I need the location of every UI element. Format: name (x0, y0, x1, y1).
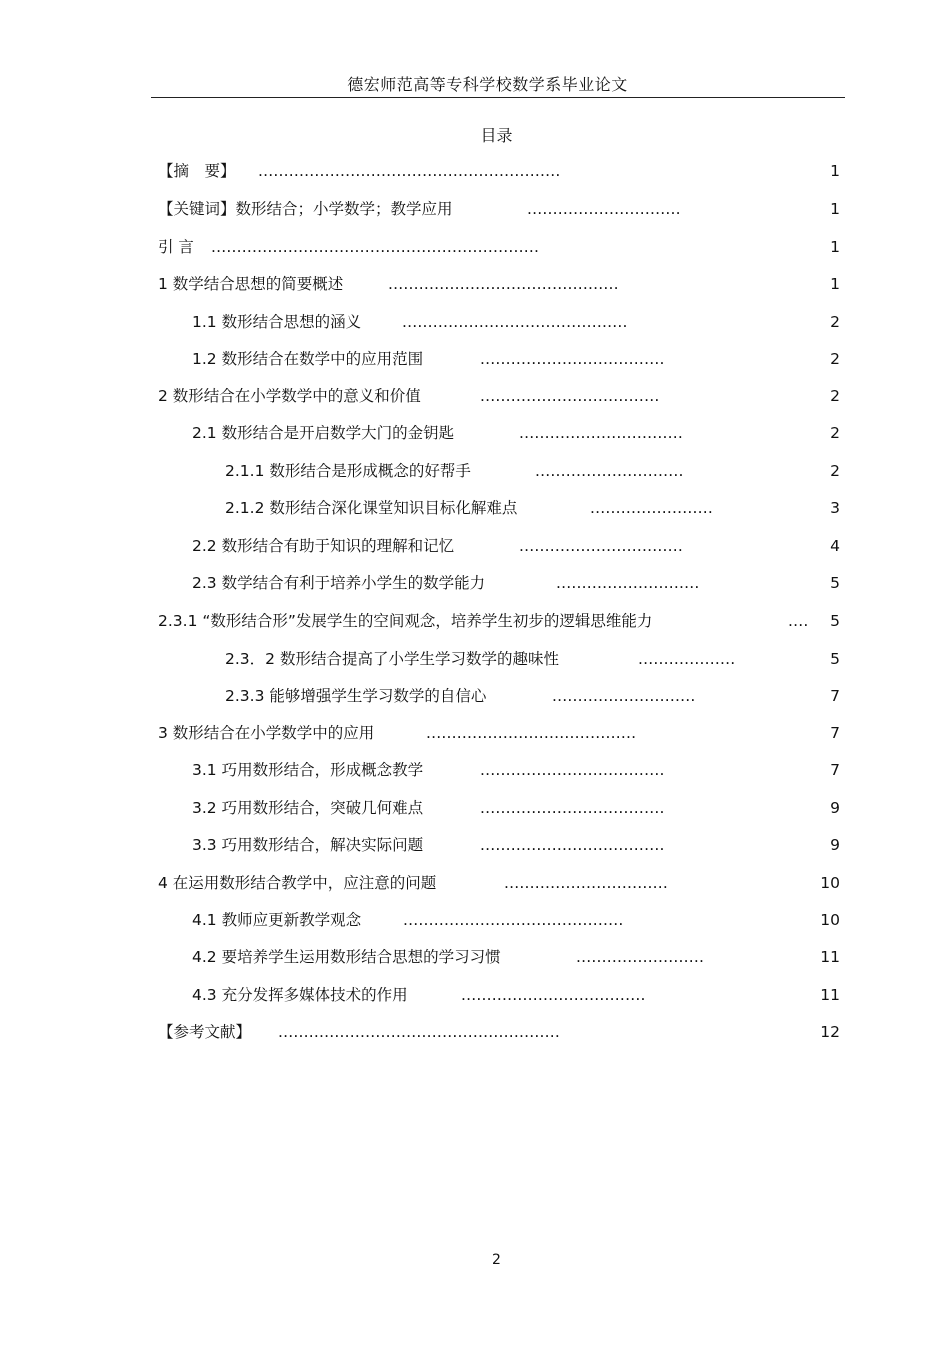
toc-leader-dots: ......................................... (426, 724, 637, 742)
toc-leader-dots: .................................... (480, 836, 665, 854)
toc-entry-label: 2.3．2 数形结合提高了小学生学习数学的趣味性 (225, 650, 559, 668)
toc-leader-dots: ................................ (504, 874, 669, 892)
toc-entry-page: 5 (830, 650, 840, 668)
toc-entry-label: 2 数形结合在小学数学中的意义和价值 (158, 387, 421, 405)
toc-leader-dots: ............................................ (402, 313, 628, 331)
toc-entry-label: 2.1.1 数形结合是形成概念的好帮手 (225, 462, 471, 480)
toc-entry-page: 1 (830, 162, 840, 180)
toc-entry-page: 7 (830, 724, 840, 742)
toc-entry-label: 3.3 巧用数形结合，解决实际问题 (192, 836, 424, 854)
running-header-title: 德宏师范高等专科学校数学系毕业论文 (347, 75, 628, 94)
toc-leader-dots: ............................ (556, 574, 700, 592)
toc-entry-page: 1 (830, 200, 840, 218)
toc-entry-label: 2.3.3 能够增强学生学习数学的自信心 (225, 687, 487, 705)
toc-entry-label: 3 数形结合在小学数学中的应用 (158, 724, 375, 742)
toc-entry-label: 1.2 数形结合在数学中的应用范围 (192, 350, 424, 368)
toc-entry-label: 2.1 数形结合是开启数学大门的金钥匙 (192, 424, 455, 442)
toc-entry-page: 2 (830, 462, 840, 480)
toc-entry-label: 2.2 数形结合有助于知识的理解和记忆 (192, 537, 455, 555)
toc-entry-page: 10 (820, 911, 840, 929)
toc-leader-dots: ................... (638, 650, 736, 668)
toc-entry-page: 3 (830, 499, 840, 517)
toc-leader-dots: ............................ (552, 687, 696, 705)
toc-entry-label: 3.2 巧用数形结合，突破几何难点 (192, 799, 424, 817)
toc-entry-page: 1 (830, 275, 840, 293)
toc-leader-dots: ................................................................ (211, 238, 540, 256)
toc-entry-page: 10 (820, 874, 840, 892)
toc-entry-label: 4.1 教师应更新教学观念 (192, 911, 362, 929)
header-rule (151, 97, 845, 98)
toc-entry-label: 【参考文献】 (158, 1023, 252, 1041)
toc-entry-label: 【摘 要】 (158, 162, 236, 180)
toc-entry-page: 11 (820, 986, 840, 1004)
toc-entry-label: 引 言 (158, 238, 194, 256)
toc-entry-label: 4 在运用数形结合教学中，应注意的问题 (158, 874, 437, 892)
toc-leader-dots: .... (788, 612, 809, 630)
toc-entry-page: 9 (830, 799, 840, 817)
toc-leader-dots: ................................ (519, 424, 684, 442)
toc-entry-page: 11 (820, 948, 840, 966)
toc-leader-dots: ................................... (480, 387, 660, 405)
toc-leader-dots: ............................................. (388, 275, 619, 293)
toc-entry-label: 【关键词】数形结合；小学数学；教学应用 (158, 200, 453, 218)
toc-leader-dots: ........................................... (403, 911, 624, 929)
toc-entry-label: 2.3.1 “数形结合形”发展学生的空间观念，培养学生初步的逻辑思维能力 (158, 612, 653, 630)
toc-entry-label: 2.1.2 数形结合深化课堂知识目标化解难点 (225, 499, 518, 517)
toc-leader-dots: ......................... (576, 948, 705, 966)
toc-leader-dots: .................................... (480, 799, 665, 817)
toc-leader-dots: .............................. (527, 200, 681, 218)
toc-entry-page: 7 (830, 761, 840, 779)
toc-title: 目录 (480, 126, 513, 145)
toc-entry-page: 2 (830, 424, 840, 442)
toc-leader-dots: .................................... (480, 761, 665, 779)
toc-leader-dots: .................................... (480, 350, 665, 368)
toc-entry-page: 4 (830, 537, 840, 555)
toc-entry-label: 1.1 数形结合思想的涵义 (192, 313, 362, 331)
page-number: 2 (492, 1252, 501, 1268)
toc-leader-dots: ............................. (535, 462, 684, 480)
toc-entry-label: 3.1 巧用数形结合，形成概念教学 (192, 761, 424, 779)
toc-entry-page: 9 (830, 836, 840, 854)
toc-leader-dots: ........................................................... (258, 162, 561, 180)
toc-entry-page: 7 (830, 687, 840, 705)
toc-entry-page: 2 (830, 313, 840, 331)
toc-entry-label: 1 数学结合思想的简要概述 (158, 275, 344, 293)
toc-leader-dots: ................................ (519, 537, 684, 555)
toc-leader-dots: ........................ (590, 499, 714, 517)
toc-entry-page: 5 (830, 612, 840, 630)
toc-leader-dots: .................................... (461, 986, 646, 1004)
toc-entry-page: 5 (830, 574, 840, 592)
toc-entry-page: 12 (820, 1023, 840, 1041)
toc-entry-label: 2.3 数学结合有利于培养小学生的数学能力 (192, 574, 486, 592)
toc-entry-page: 1 (830, 238, 840, 256)
toc-entry-label: 4.3 充分发挥多媒体技术的作用 (192, 986, 408, 1004)
toc-entry-label: 4.2 要培养学生运用数形结合思想的学习习惯 (192, 948, 501, 966)
toc-entry-page: 2 (830, 387, 840, 405)
toc-leader-dots: ....................................................... (278, 1023, 560, 1041)
toc-entry-page: 2 (830, 350, 840, 368)
